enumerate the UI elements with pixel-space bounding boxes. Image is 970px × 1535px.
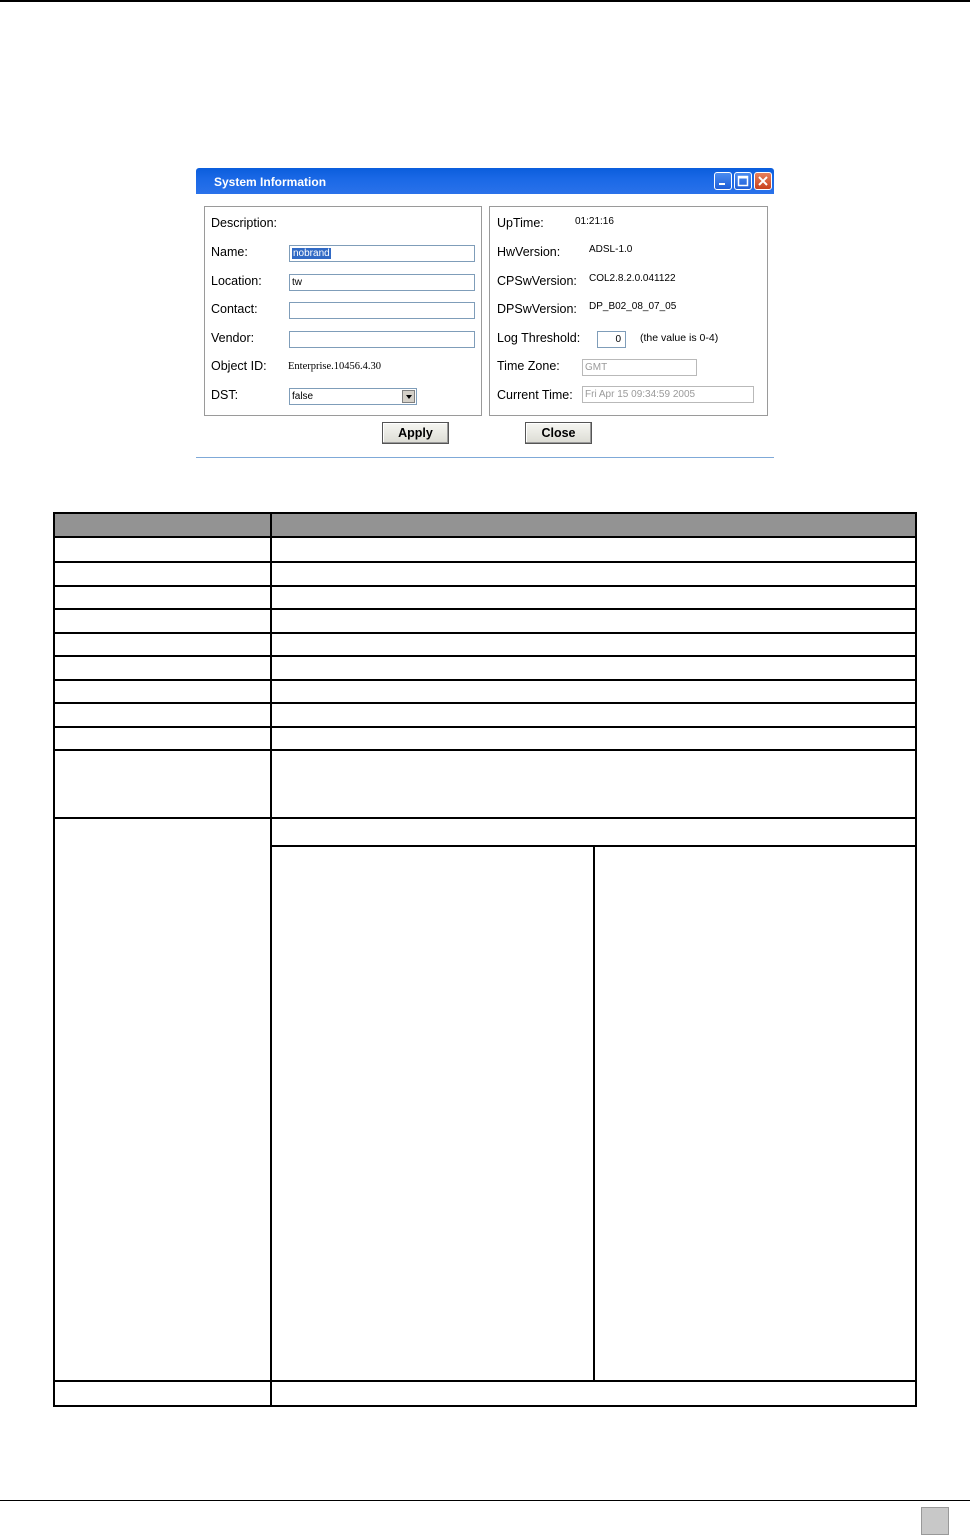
maximize-icon — [735, 173, 751, 189]
chevron-down-icon[interactable] — [402, 390, 415, 403]
table-row-divider — [55, 608, 915, 610]
name-value: nobrand — [293, 248, 330, 259]
cpswversion-value: COL2.8.2.0.041122 — [589, 273, 676, 284]
current-time-input[interactable]: Fri Apr 15 09:34:59 2005 — [582, 386, 754, 403]
table-row-divider — [55, 1380, 915, 1382]
table-header-row — [55, 514, 915, 538]
dialog-bottom-rule — [196, 457, 774, 458]
dst-select[interactable] — [289, 388, 417, 405]
title-bar[interactable] — [196, 168, 774, 194]
minimize-button[interactable] — [714, 172, 732, 190]
table-row-divider — [55, 632, 915, 634]
name-label: Name: — [211, 245, 248, 259]
system-information-dialog — [196, 168, 774, 460]
close-window-button[interactable] — [754, 172, 772, 190]
hwversion-label: HwVersion: — [497, 245, 561, 259]
object-id-label: Object ID: — [211, 359, 267, 373]
dialog-title: System Information — [214, 175, 327, 189]
table-row-divider — [55, 726, 915, 728]
dst-label: DST: — [211, 388, 239, 402]
location-label: Location: — [211, 274, 262, 288]
maximize-button[interactable] — [734, 172, 752, 190]
object-id-value: Enterprise.10456.4.30 — [288, 361, 382, 372]
log-threshold-hint: (the value is 0-4) — [640, 332, 719, 344]
hwversion-value: ADSL-1.0 — [589, 244, 633, 255]
dpswversion-label: DPSwVersion: — [497, 302, 577, 316]
table-subcolumn-divider — [593, 847, 595, 1380]
top-rule — [0, 0, 970, 2]
close-button[interactable]: Close — [525, 422, 592, 444]
current-time-label: Current Time: — [497, 388, 573, 402]
apply-button[interactable]: Apply — [382, 422, 449, 444]
vendor-label: Vendor: — [211, 331, 255, 345]
dst-value: false — [292, 391, 314, 402]
location-input[interactable]: tw — [289, 274, 475, 291]
log-threshold-input[interactable]: 0 — [597, 331, 626, 348]
cpswversion-label: CPSwVersion: — [497, 274, 577, 288]
table-column-divider — [270, 514, 272, 1405]
table-row-divider — [55, 749, 915, 751]
version-panel — [489, 206, 768, 416]
parameter-table — [53, 512, 917, 1407]
identity-panel — [204, 206, 482, 416]
table-row-divider — [55, 702, 915, 704]
time-zone-label: Time Zone: — [497, 359, 560, 373]
minimize-icon — [715, 173, 731, 189]
table-row-divider — [55, 655, 915, 657]
time-zone-input[interactable]: GMT — [582, 359, 697, 376]
uptime-label: UpTime: — [497, 216, 544, 230]
table-row-divider — [55, 561, 915, 563]
table-row-divider — [55, 679, 915, 681]
close-icon — [755, 173, 771, 189]
description-label: Description: — [211, 216, 277, 230]
table-row-divider — [55, 585, 915, 587]
footer-rule — [0, 1500, 970, 1501]
dpswversion-value: DP_B02_08_07_05 — [589, 301, 677, 312]
contact-input[interactable] — [289, 302, 475, 319]
name-input[interactable] — [289, 245, 475, 262]
log-threshold-label: Log Threshold: — [497, 331, 581, 345]
vendor-input[interactable] — [289, 331, 475, 348]
uptime-value: 01:21:16 — [575, 216, 614, 227]
table-row-divider — [55, 817, 915, 819]
contact-label: Contact: — [211, 302, 258, 316]
page-number-box — [921, 1507, 949, 1535]
